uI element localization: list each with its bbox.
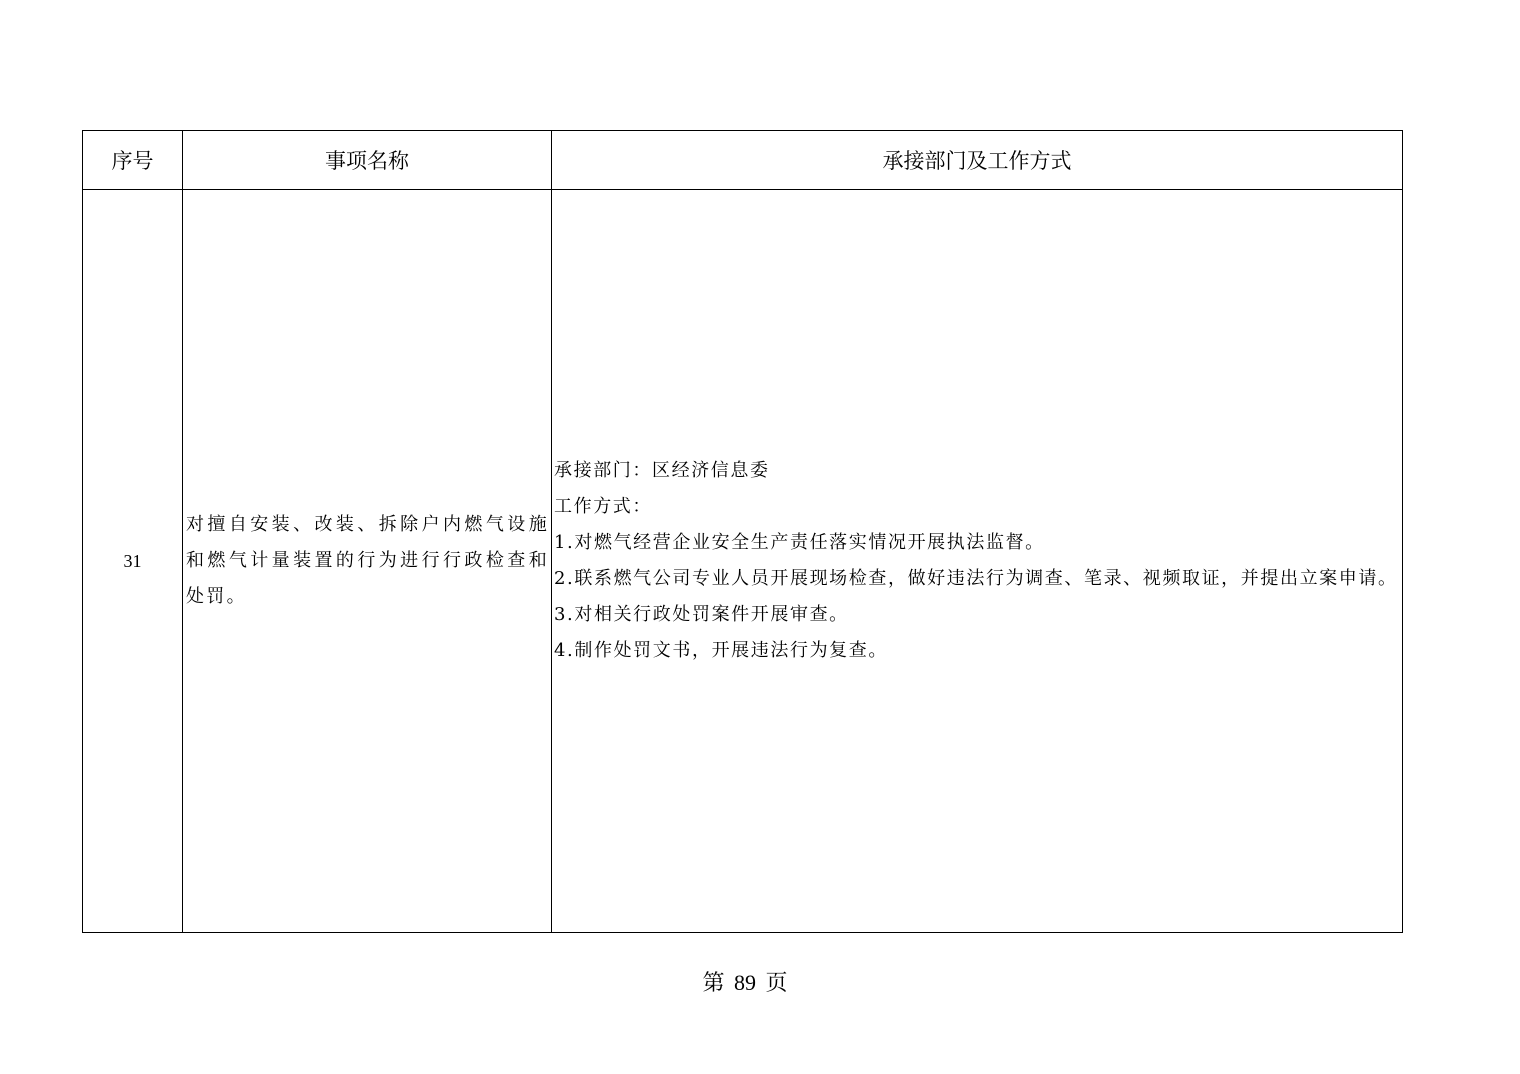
- header-item-name: 事项名称: [183, 131, 552, 190]
- table-row: [83, 190, 1403, 933]
- row-item-name: 对擅自安装、改装、拆除户内燃气设施和燃气计量装置的行为进行行政检查和处罚。: [183, 190, 552, 933]
- method-step-2: 2.联系燃气公司专业人员开展现场检查，做好违法行为调查、笔录、视频取证，并提出立案申请。: [554, 568, 1398, 589]
- department-line: 承接部门：区经济信息委: [554, 460, 770, 481]
- table-header-row: [83, 131, 1403, 190]
- method-step-1: 1.对燃气经营企业安全生产责任落实情况开展执法监督。: [554, 532, 1045, 553]
- row-department-and-method: [552, 190, 1403, 933]
- method-heading-line: 工作方式：: [554, 496, 652, 517]
- method-step-4: 4.制作处罚文书，开展违法行为复查。: [554, 640, 888, 661]
- method-step-3: 3.对相关行政处罚案件开展审查。: [554, 604, 849, 625]
- header-serial-number: 序号: [83, 131, 183, 190]
- header-department-and-method: 承接部门及工作方式: [552, 131, 1403, 190]
- page-number: 第 89 页: [702, 970, 788, 995]
- row-serial-number: 31: [83, 190, 183, 933]
- items-table: [82, 130, 1403, 933]
